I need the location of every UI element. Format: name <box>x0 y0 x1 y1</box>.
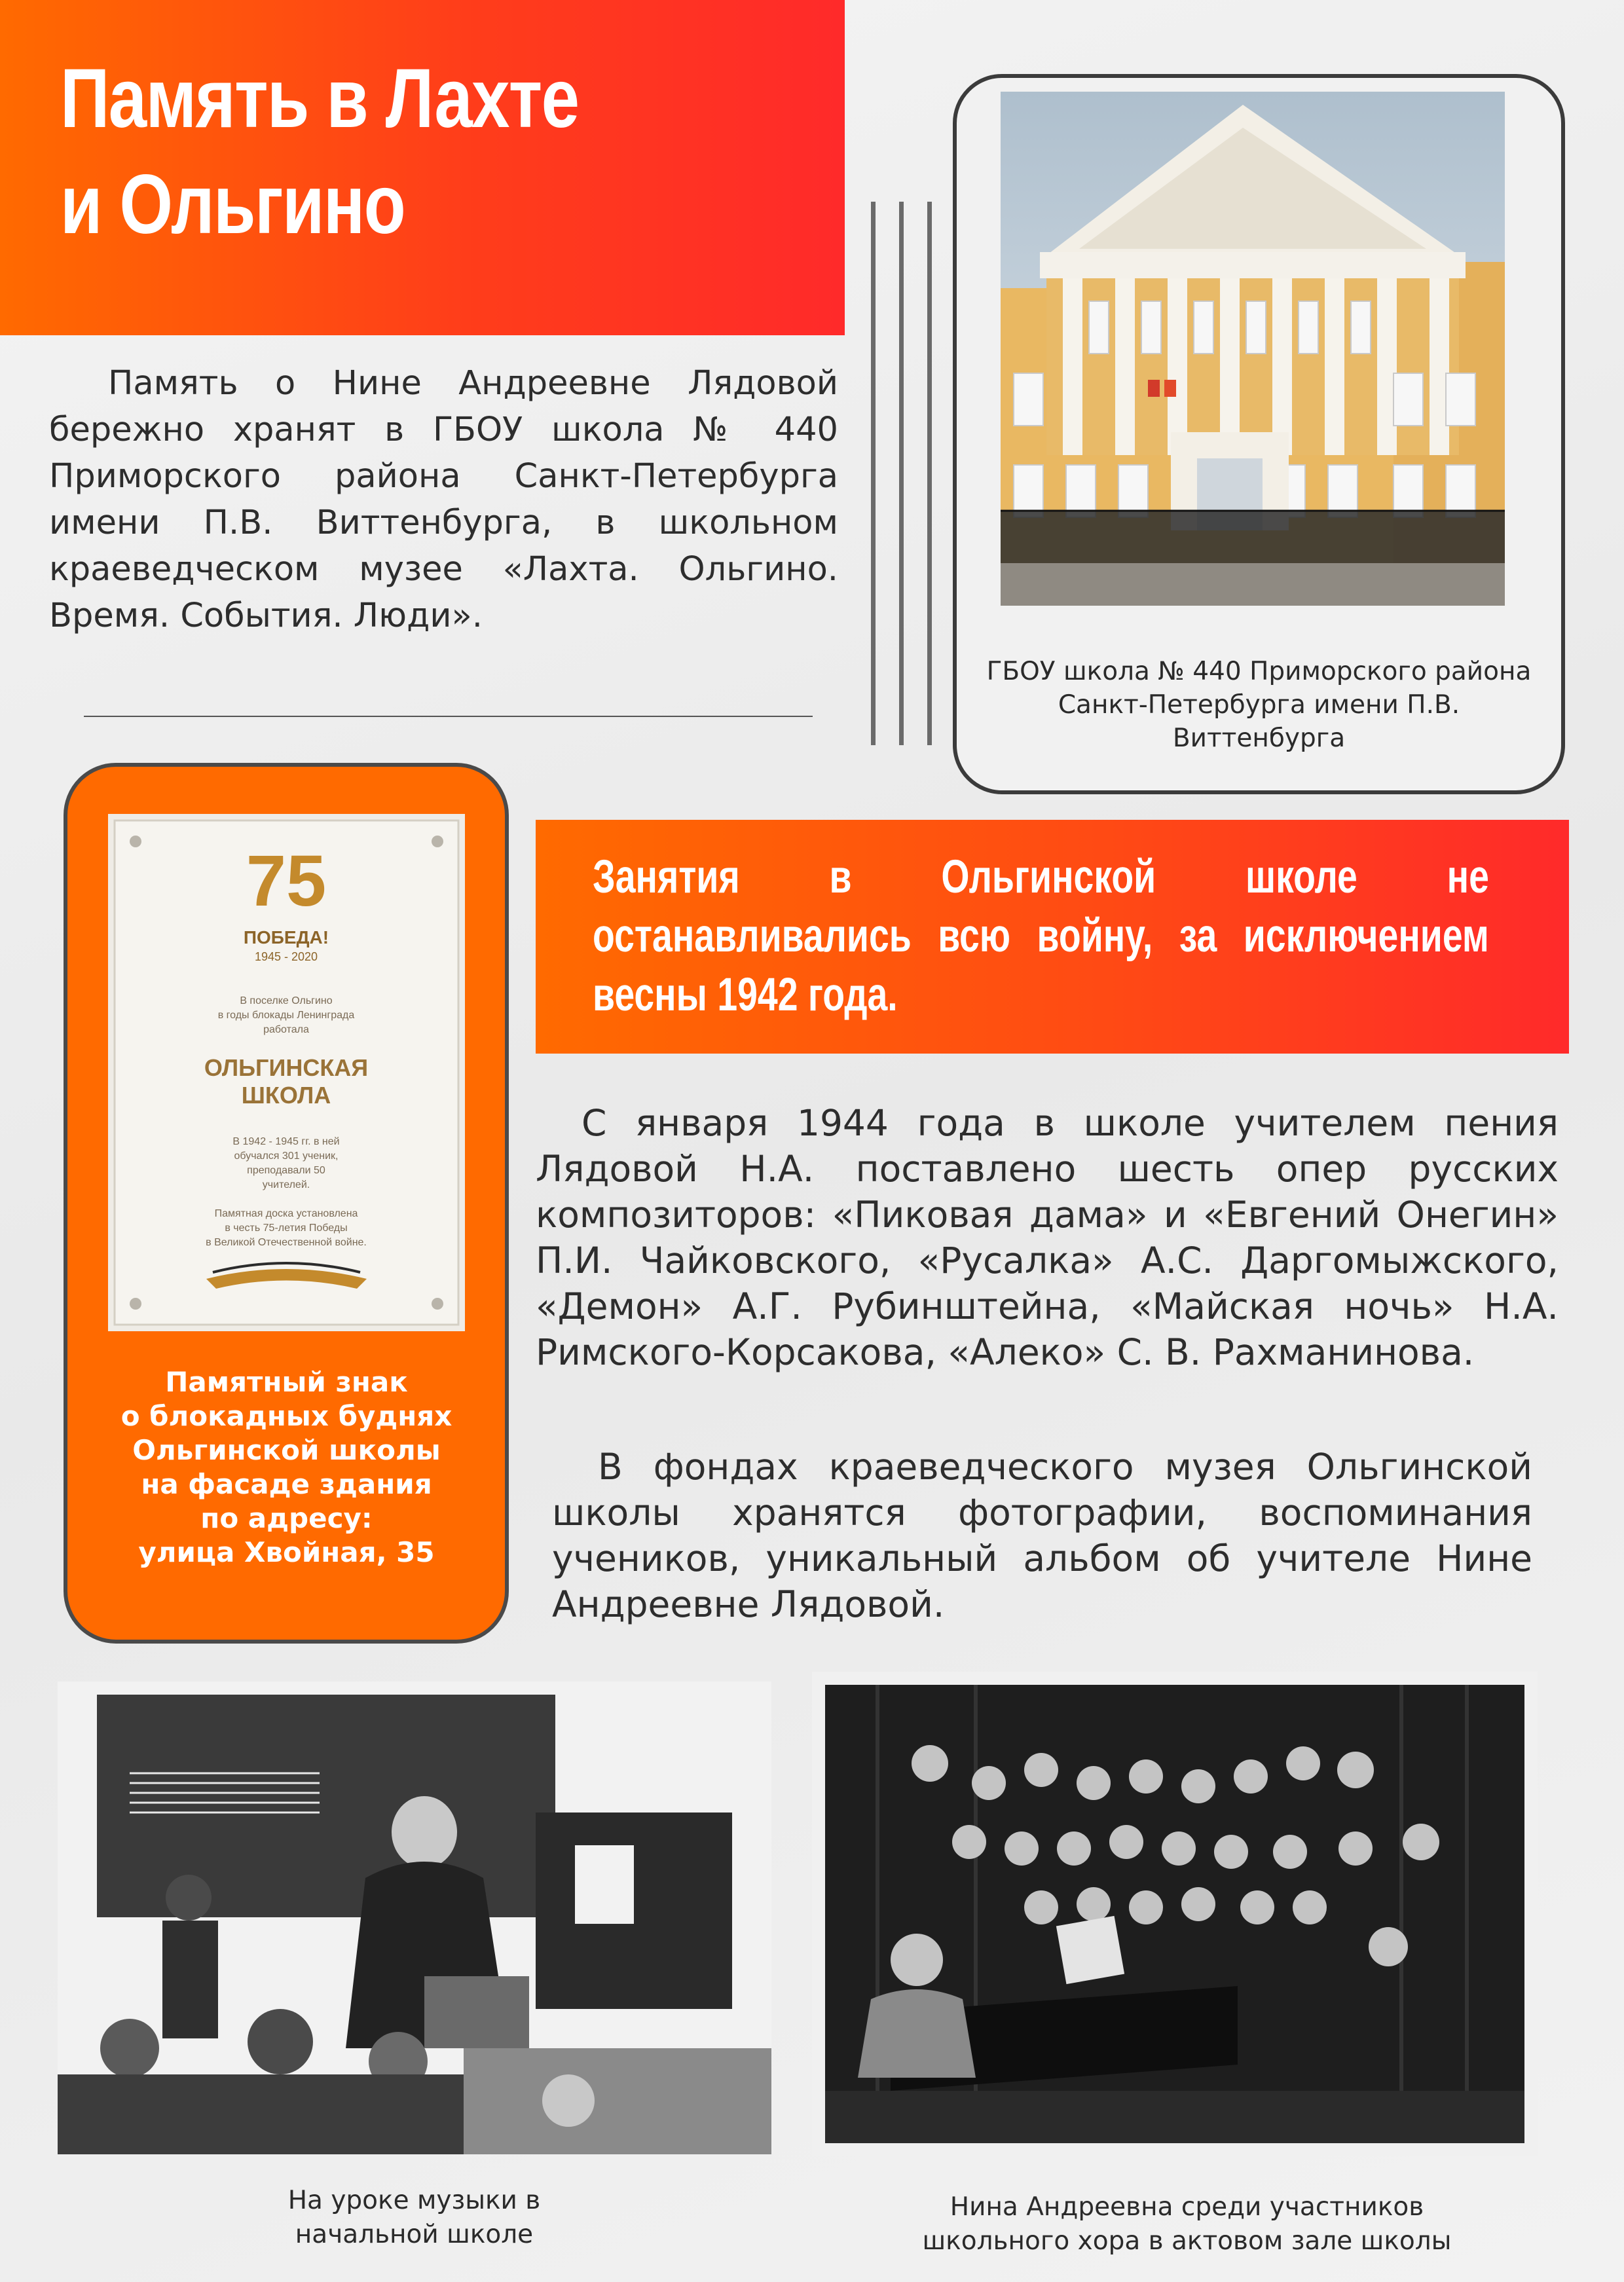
choir-caption: Нина Андреевна среди участников школьного хора в актовом зале школы <box>922 2192 1452 2256</box>
vertical-line <box>927 202 932 745</box>
plaque-note: Памятная доска установлена <box>214 1208 358 1219</box>
plaque-note: в Великой Отечественной войне. <box>206 1237 367 1248</box>
highlight-text: Занятия в Ольгинской школе не останавливались всю войну, за исключением весны 1942 года. <box>593 851 1489 1021</box>
divider-line <box>84 716 813 717</box>
memorial-plaque-photo <box>108 814 465 1331</box>
plaque-note: в честь 75-летия Победы <box>225 1223 348 1234</box>
school-building-photo <box>1001 92 1505 606</box>
plaque-caption: Памятный знак о блокадных буднях Ольгинской школы на фасаде здания по адресу: улица Хвойная, 35 <box>120 1366 452 1568</box>
intro-paragraph: Память о Нине Андреевне Лядовой бережно хранят в ГБОУ школа № 440 Приморского района Санкт-Петербурга имени П.В. Виттенбурга, в школьном краеведческом музее «Лахта. Ольгино. Время. События. Люди». <box>49 364 838 635</box>
operas-paragraph: С января 1944 года в школе учителем пения Лядовой Н.А. поставлено шесть опер русских композиторов: «Пиковая дама» и «Евгений Онегин» П.И. Чайковского, «Русалка» А.С. Даргомыжского, «Демон» А.Г. Рубинштейна, «Майская ночь» Н.А. Римского-Корсакова, «Алеко» С. В. Рахманинова. <box>536 1102 1559 1373</box>
page-title: Память в Лахте и Ольгино <box>60 52 579 251</box>
plaque-line: В поселке Ольгино <box>240 995 333 1006</box>
plaque-line: в годы блокады Ленинграда <box>217 1010 355 1021</box>
school-choir-photo <box>812 1672 1538 2156</box>
plaque-logo-number: 75 <box>246 841 327 921</box>
music-lesson-photo <box>58 1682 771 2154</box>
plaque-stat: В 1942 - 1945 гг. в ней <box>232 1136 340 1147</box>
plaque-logo-years: 1945 - 2020 <box>254 950 318 963</box>
plaque-logo-word: ПОБЕДА! <box>243 927 329 948</box>
plaque-stat: преподавали 50 <box>247 1165 325 1176</box>
plaque-school-title: ШКОЛА <box>241 1082 331 1109</box>
building-caption: ГБОУ школа № 440 Приморского района Санкт-Петербурга имени П.В. Виттенбурга <box>986 657 1532 753</box>
plaque-line: работала <box>263 1024 309 1035</box>
plaque-stat: учителей. <box>262 1179 310 1190</box>
lesson-caption: На уроке музыки в начальной школе <box>287 2186 541 2249</box>
museum-paragraph: В фондах краеведческого музея Ольгинской школы хранятся фотографии, воспоминания учеников, уникальный альбом об учителе Нине Андреевне Лядовой. <box>552 1446 1532 1625</box>
vertical-line <box>871 202 876 745</box>
plaque-school-title: ОЛЬГИНСКАЯ <box>204 1054 369 1081</box>
vertical-line <box>899 202 904 745</box>
plaque-stat: обучался 301 ученик, <box>234 1150 339 1162</box>
